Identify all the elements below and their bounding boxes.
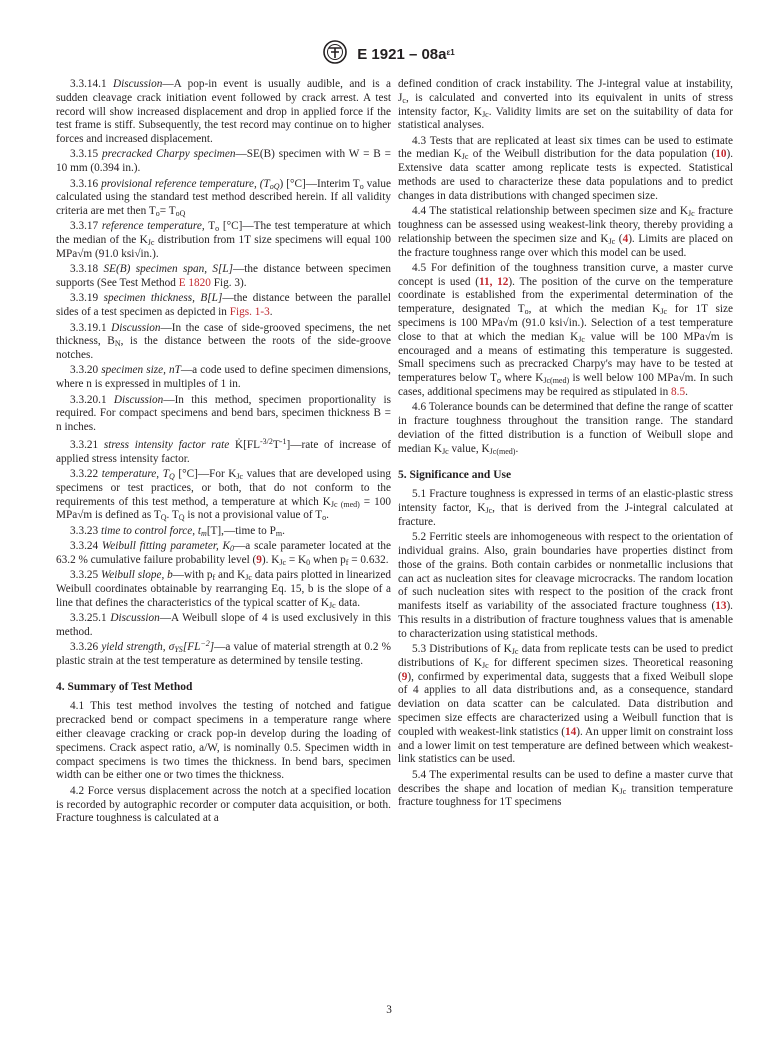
paragraph-3-3-19: 3.3.19 specimen thickness, B[L]—the distance between the parallel sides of a test specimen as depicted in Figs. 1-3.	[56, 292, 391, 319]
paragraph-4-1: 4.1 This test method involves the testing of notched and fatigue precracked bend or compact specimens in a temperature range where either cleavage cracking or crack pop-in develop during the loading of specimens. Crack aspect ratio, a/W, is nominally 0.5. Specimen width in compact specimens is two times the thickness. In bend bars, specimen width can be either one or two times the thickness.	[56, 700, 391, 782]
paragraph-3-3-26: 3.3.26 yield strength, $\sigma_{YS}[FL^{-2}]—a$ value of material strength at 0.2 % plastic strain at the test temperature as determined by tensile testing.	[56, 639, 391, 667]
paragraph-4-6: 4.6 Tolerance bounds can be determined that define the range of scatter in fracture toughness throughout the transition range. The standard deviation of the fitted distribution is a function of Weibull slope and median $K_{Jc}$ value, $K_{Jc(med)}$.	[398, 401, 733, 456]
astm-logo-icon	[323, 40, 347, 69]
ref-link[interactable]: 4	[622, 232, 629, 245]
right-column	[398, 78, 733, 812]
ref-link[interactable]: 13	[715, 600, 727, 613]
paragraph-3-3-16: 3.3.16 provisional reference temperature, $(T_{oQ})$ [°C]—Interim $T_o$ value calculated using the standard test method described herein. If all validity criteria are met then $T_o= T_{oQ}$	[56, 177, 391, 219]
paragraph-3-3-21: 3.3.21 stress intensity factor rate $K̇[FL^{-3/2}T^{-1}]—rate$ of increase of applied stress intensity factor.	[56, 436, 392, 465]
ref-link[interactable]: 11, 12	[478, 275, 509, 288]
ref-link[interactable]: 10	[715, 148, 727, 161]
paragraph-4-4: 4.4 The statistical relationship between specimen size and $K_{Jc}$ fracture toughness can be assessed using weakest-link theory, thereby providing a relationship between the specimen size and $K_{Jc}$ (4). Limits are placed on the fracture toughness range over which this model can be used.	[398, 205, 734, 259]
ref-link[interactable]: Figs. 1-3	[229, 306, 270, 319]
paragraph-5-3: 5.3 Distributions of $K_{Jc}$ data from replicate tests can be used to predict distributions of $K_{Jc}$ for different specimen sizes. Theoretical reasoning (9), confirmed by experimental data, suggests that a fixed Weibull slope of 4 applies to all data distributions and, as a consequence, standard deviation on data scatter can be calculated. Data distribution and specimen size effects are characterized using a Weibull function that is coupled with weakest-link statistics (14). An upper limit on constraint loss and a lower limit on test temperature are defined between which weakest-link statistics can be used.	[398, 643, 733, 766]
paragraph-3-3-25-1: 3.3.25.1 Discussion—A Weibull slope of 4 is used exclusively in this method.	[56, 611, 392, 638]
paragraph-5-1: 5.1 Fracture toughness is expressed in terms of an elastic-plastic stress intensity factor, $K_{Jc}$, that is derived from the J-integral calculated at fracture.	[398, 488, 733, 528]
paragraph-3-3-24: 3.3.24 Weibull fitting parameter, $K_0—a$ scale parameter located at the 63.2 % cumulative failure probability level (9). $K_{Jc} = K_0$ when $p_f = 0.632$.	[56, 540, 391, 567]
paragraph-3-3-14-1: 3.3.14.1 Discussion—A pop-in event is usually audible, and is a sudden cleavage crack initiation event followed by crack arrest. A test record will show increased displacement and drop in applied force if the test frame is stiff. Subsequently, the test record may continue on to higher forces and increased displacement.	[56, 78, 392, 146]
paragraph-4-5: 4.5 For definition of the toughness transition curve, a master curve concept is used (11, 12). The position of the curve on the temperature coordinate is established from the experimental determination of the temperature, designated $T_o$, at which the median $K_{Jc}$ for 1T size specimens is 100 MPa√m (91.0 ksi√in.). Selection of a test temperature close to that at which the median $K_{Jc}$ value will be 100 MPa√m is encouraged and a means of estimating this temperature is suggested. Small specimens such as precracked Charpy's may have to be tested at temperatures below $T_o$ where $K_{Jc(med)}$ is well below 100 MPa√m. In such cases, additional specimens may be required as stipulated in 8.5.	[398, 261, 734, 399]
paragraph-5-2: 5.2 Ferritic steels are inhomogeneous with respect to the orientation of individual grains. Also, grain boundaries have properties distinct from those of the grains. Both contain carbides or nonmetallic inclusions that can act as nucleation sites for cleavage microcracks. The random location of such nucleation sites with respect to the position of the crack front manifests itself as variability of the associated fracture toughness (13). This results in a distribution of fracture toughness values that is amenable to characterization using statistical methods.	[398, 531, 733, 640]
paragraph-4-2: 4.2 Force versus displacement across the notch at a specified location is recorded by autographic recorder or computer data acquisition, or both. Fracture toughness is calculated at a	[56, 784, 391, 825]
paragraph-3-3-22: 3.3.22 temperature, $T_Q$ [°C]—For $K_{Jc}$ values that are developed using specimens or test practices, or both, that do not conform to the requirements of this test method, a temperature at which $K_{Jc (med)} = 100$ MPa√m is defined as $T_Q$. $T_Q$ is not a provisional value of $T_o$.	[56, 468, 392, 523]
page-number: 3	[386, 1004, 392, 1016]
section-heading-4: 4. Summary of Test Method	[56, 680, 193, 693]
left-column	[56, 78, 391, 828]
ref-link[interactable]: 9	[401, 670, 408, 683]
ref-link[interactable]: 8.5	[671, 386, 686, 399]
ref-link[interactable]: 9	[256, 553, 262, 566]
paragraph-4-3: 4.3 Tests that are replicated at least six times can be used to estimate the median $K_{Jc}$ of the Weibull distribution for the data population (10). Extensive data scatter among replicate tests is expected. Statistical methods are used to characterize these data populations and to predict changes in data distributions with changed specimen size.	[398, 134, 734, 202]
page-header	[0, 40, 778, 66]
paragraph-3-3-15: 3.3.15 precracked Charpy specimen—SE(B) specimen with W = B = 10 mm (0.394 in.).	[56, 148, 392, 175]
standard-designation: E $1921 - 08a^{\varepsilon 1}$	[357, 46, 455, 63]
paragraph-3-3-23: 3.3.23 time to control force, $t_m[T],—time$ to $P_m$.	[70, 524, 285, 538]
section-heading-5: 5. Significance and Use	[398, 468, 512, 481]
paragraph-3-3-25: 3.3.25 Weibull slope, b—with $p_f$ and $K_{Jc}$ data pairs plotted in linearized Weibull coordinates obtainable by rearranging Eq. 15, b is the slope of a line that defines the characteristics of the typical scatter of $K_{Jc}$ data.	[56, 569, 392, 610]
ref-link[interactable]: E 1820	[178, 277, 211, 290]
paragraph-3-3-19-1: 3.3.19.1 Discussion—In the case of side-grooved specimens, the net thickness, $B_N$, is the distance between the roots of the side-groove notches.	[56, 321, 392, 362]
ref-link[interactable]: 14	[564, 725, 577, 738]
paragraph-3-3-20-1: 3.3.20.1 Discussion—In this method, specimen proportionality is required. For compact specimens and bend bars, specimen thickness B = n inches.	[56, 393, 391, 434]
paragraph-3-3-17: 3.3.17 reference temperature, $T_o$ [°C]—The test temperature at which the median of the $K_{Jc}$ distribution from 1T size specimens will equal 100 MPa√m (91.0 ksi√in.).	[56, 220, 391, 261]
paragraph-4-2-cont: defined condition of crack instability. The J-integral value at instability, $J_c$, is calculated and converted into its equivalent in units of stress intensity factor, $K_{Jc}$. Validity limits are set on the suitability of data for statistical analyses.	[398, 78, 733, 132]
paragraph-3-3-20: 3.3.20 specimen size, nT—a code used to define specimen dimensions, where n is expressed in multiples of 1 in.	[56, 364, 391, 391]
paragraph-5-4: 5.4 The experimental results can be used to define a master curve that describes the shape and location of median $K_{Jc}$ transition temperature fracture toughness for 1T specimens	[398, 768, 733, 809]
paragraph-3-3-18: 3.3.18 SE(B) specimen span, S[L]—the distance between specimen supports (See Test Method E 1820 Fig. 3).	[56, 263, 391, 290]
